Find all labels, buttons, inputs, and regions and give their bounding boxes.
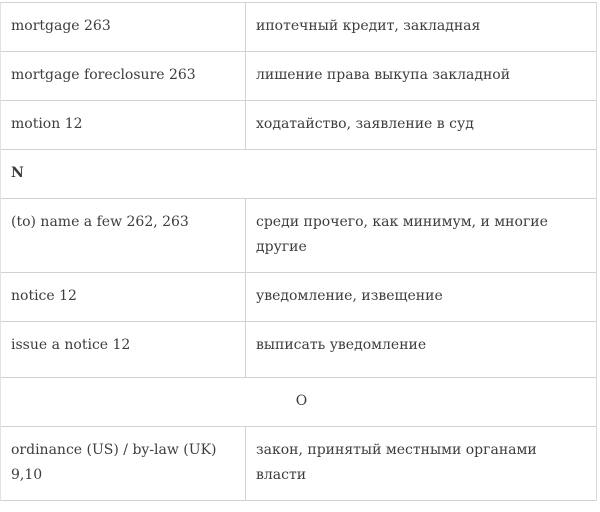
translation-ru-cell: уведомление, извещение [256,288,443,304]
term-en-cell: notice 12 [1,273,246,321]
translation-ru-cell: ипотечный кредит, закладная [256,18,481,34]
glossary-row [1,101,596,150]
translation-ru-cell: выписать уведомление [256,337,427,353]
glossary-row [1,199,596,273]
translation-ru-cell: ходатайство, заявление в суд [256,116,474,132]
glossary-row [1,427,596,501]
section-letter: O [295,393,308,409]
translation-ru-cell: закон, принятый местными органами власти [256,442,537,483]
term-en-cell: (to) name a few 262, 263 [1,199,246,272]
translation-ru-cell: среди прочего, как минимум, и многие другие [256,214,548,255]
translation-ru-cell: лишение права выкупа закладной [256,67,511,83]
section-header-o [1,378,596,427]
term-en-cell: motion 12 [1,101,246,149]
term-en-cell: mortgage 263 [1,3,246,51]
glossary-table [0,2,597,501]
term-en-cell: issue a notice 12 [1,322,246,377]
glossary-row [1,3,596,52]
glossary-row [1,273,596,322]
section-letter: N [11,165,24,181]
term-en-cell: ordinance (US) / by-law (UK) 9,10 [1,427,246,500]
glossary-row [1,322,596,378]
section-header-n [1,150,596,199]
term-en-cell: mortgage foreclosure 263 [1,52,246,100]
glossary-row [1,52,596,101]
